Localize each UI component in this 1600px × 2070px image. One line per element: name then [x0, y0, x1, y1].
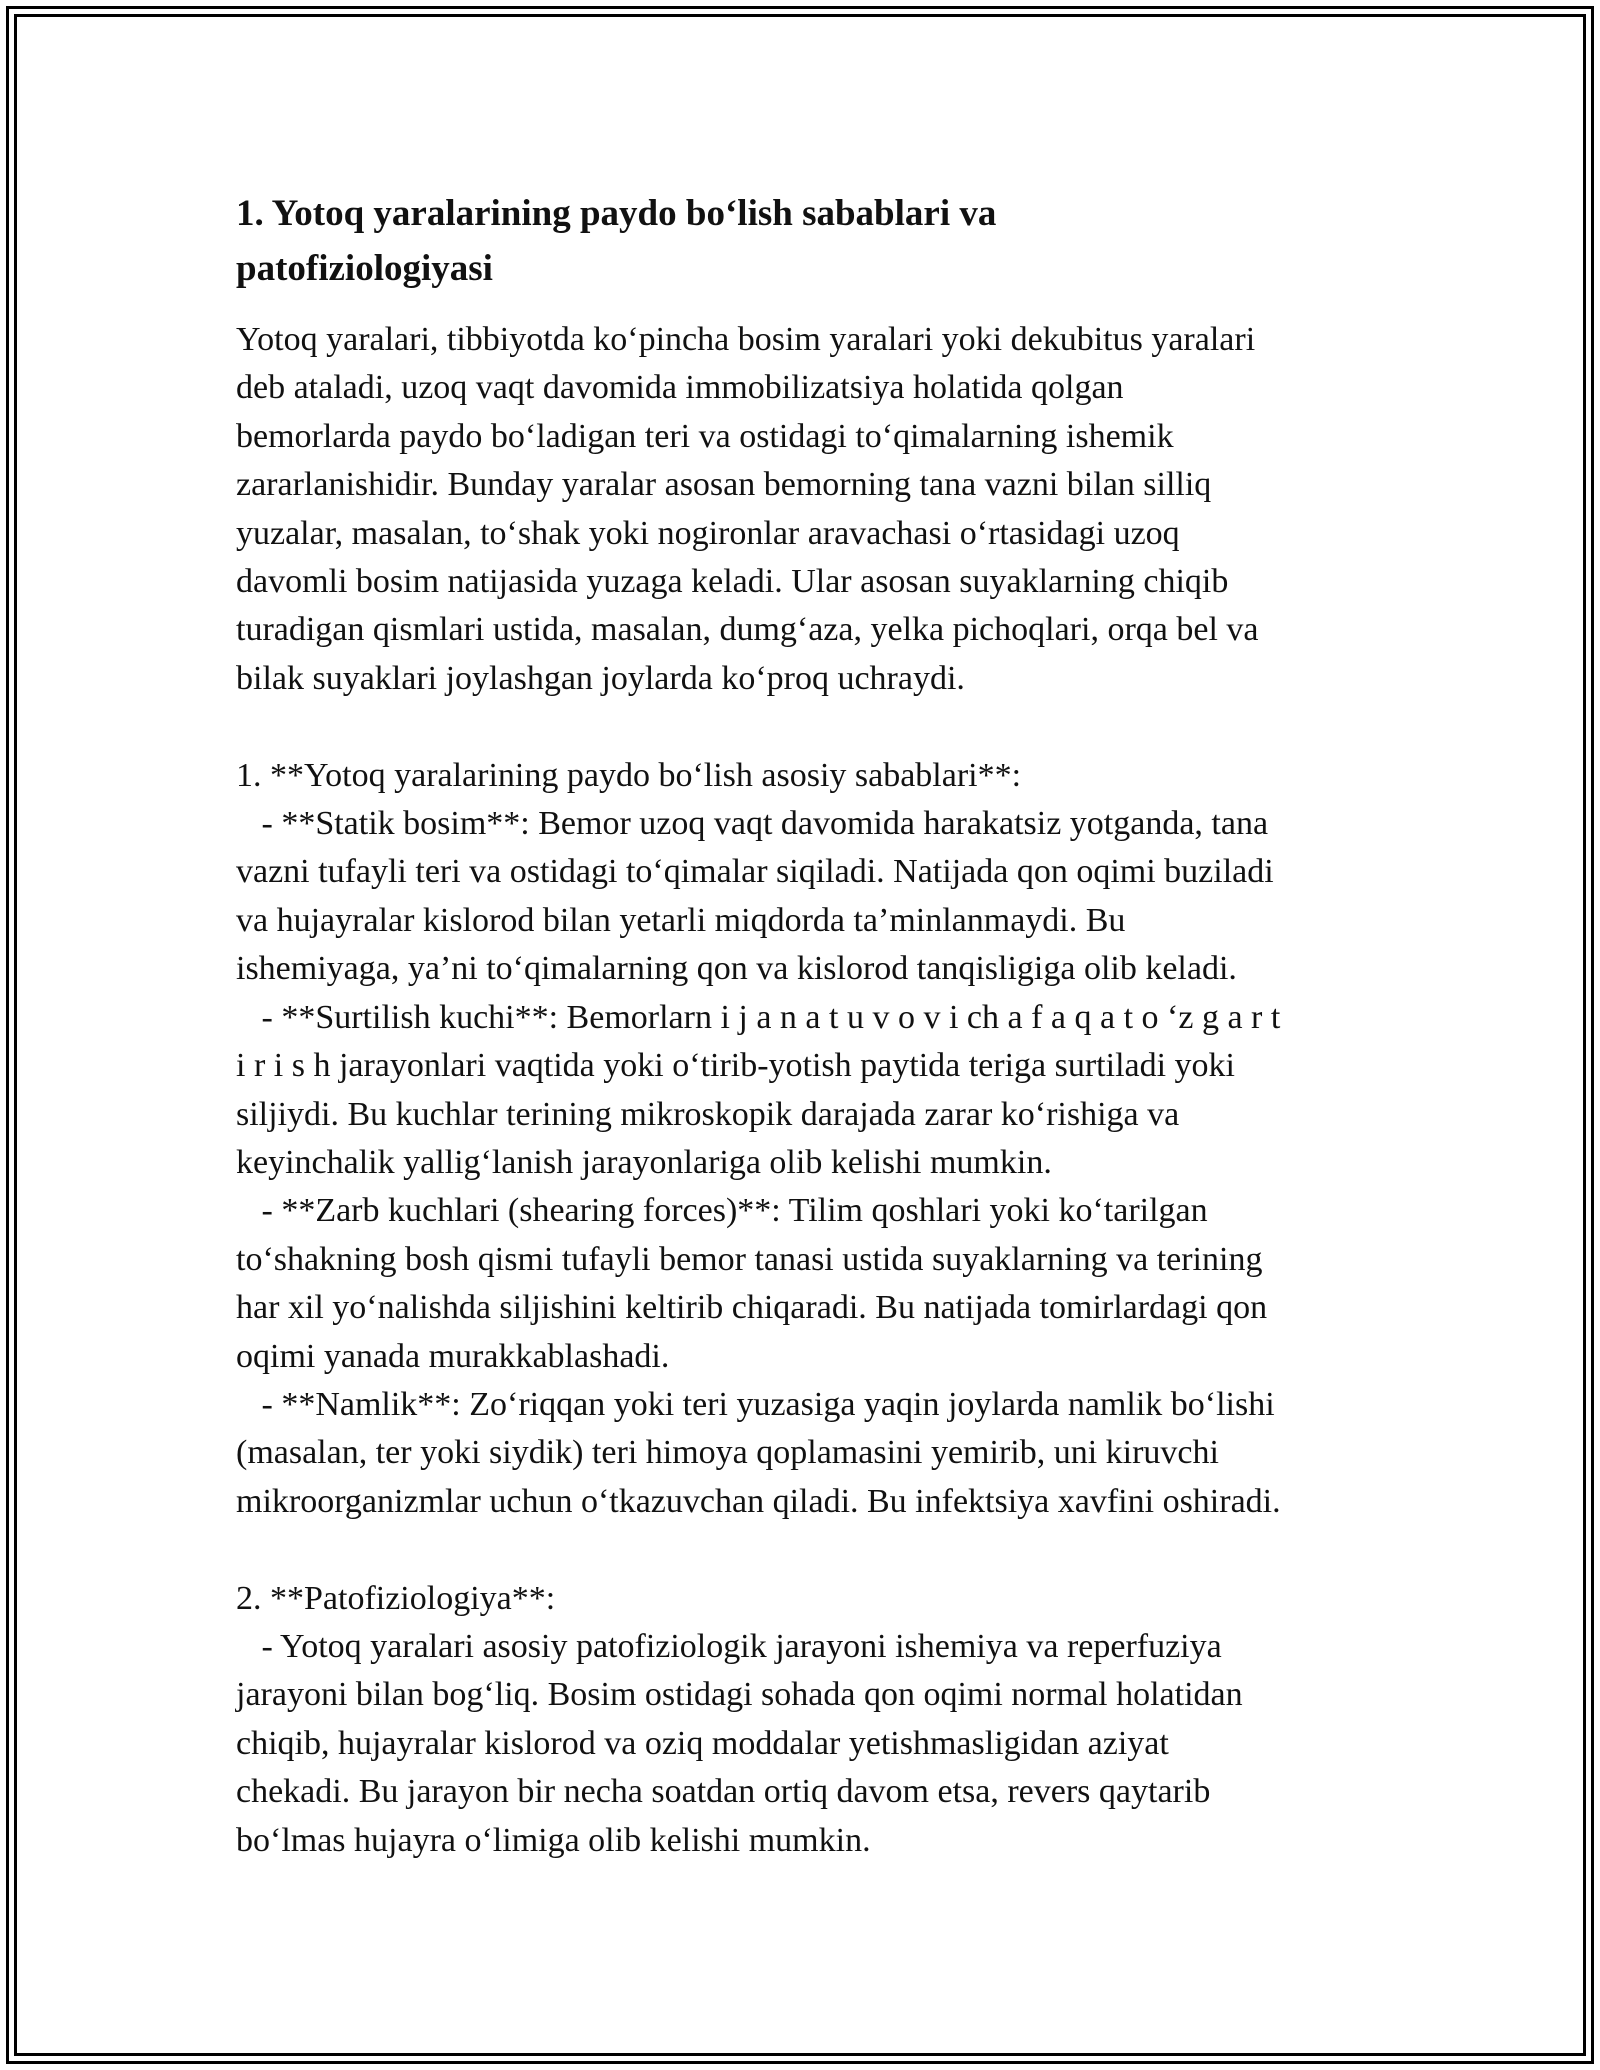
section-heading: 1. Yotoq yaralarining paydo bo‘lish sabablari va patofiziologiyasi [236, 193, 997, 289]
document-content [236, 186, 1386, 1865]
section-body-text: Yotoq yaralari, tibbiyotda ko‘pincha bosim yaralari yoki dekubitus yaralari deb ataladi, uzoq vaqt davomida immobilizatsiya holatida qolgan bemorlarda paydo bo‘ladigan teri va ostidagi to‘qimalarning ishemik zararlanishidir. Bunday yaralar asosan bemorning tana vazni bilan silliq yuzalar, masalan, to‘shak yoki nogironlar aravachasi o‘rtasidagi uzoq davomli bosim natijasida yuzaga keladi. Ular asosan suyaklarning chiqib turadigan qismlari ustida, masalan, dumg‘aza, yelka pichoqlari, orqa bel va bilak suyaklari joylashgan joylarda ko‘proq uchraydi. 1. **Yotoq yaralarining paydo bo‘lish asosiy sabablari**: - **Statik bosim**: Bemor uzoq vaqt davomida harakatsiz yotganda, tana vazni tufayli teri va ostidagi to‘qimalar siqiladi. Natijada qon oqimi buziladi va hujayralar kislorod bilan yetarli miqdorda ta’minlanmaydi. Bu ishemiyaga, ya’ni to‘qimalarning qon va kislorod tanqisligiga olib keladi. - **Surtilish kuchi**: Bemorlarn i j a n a t u v o v i ch a f a q a t o ‘z g a r t i r i s h jarayonlari vaqtida yoki o‘tirib-yotish paytida teriga surtiladi yoki siljiydi. Bu kuchlar terining mikroskopik darajada zarar ko‘rishiga va keyinchalik yallig‘lanish jarayonlariga olib kelishi mumkin. - **Zarb kuchlari (shearing forces)**: Tilim qoshlari yoki ko‘tarilgan to‘shakning bosh qismi tufayli bemor tanasi ustida suyaklarning va terining har xil yo‘nalishda siljishini keltirib chiqaradi. Bu natijada tomirlardagi qon oqimi yanada murakkablashadi. - **Namlik**: Zo‘riqqan yoki teri yuzasiga yaqin joylarda namlik bo‘lishi (masalan, ter yoki siydik) teri himoya qoplamasini yemirib, uni kiruvchi mikroorganizmlar uchun o‘tkazuvchan qiladi. Bu infektsiya xavfini oshiradi. 2. **Patofiziologiya**: - Yotoq yaralari asosiy patofiziologik jarayoni ishemiya va reperfuziya jarayoni bilan bog‘liq. Bosim ostidagi sohada qon oqimi normal holatidan chiqib, hujayralar kislorod va oziq moddalar yetishmasligidan aziyat chekadi. Bu jarayon bir necha soatdan ortiq davom etsa, revers qaytarib bo‘lmas hujayra o‘limiga olib kelishi mumkin. [236, 321, 1281, 1859]
